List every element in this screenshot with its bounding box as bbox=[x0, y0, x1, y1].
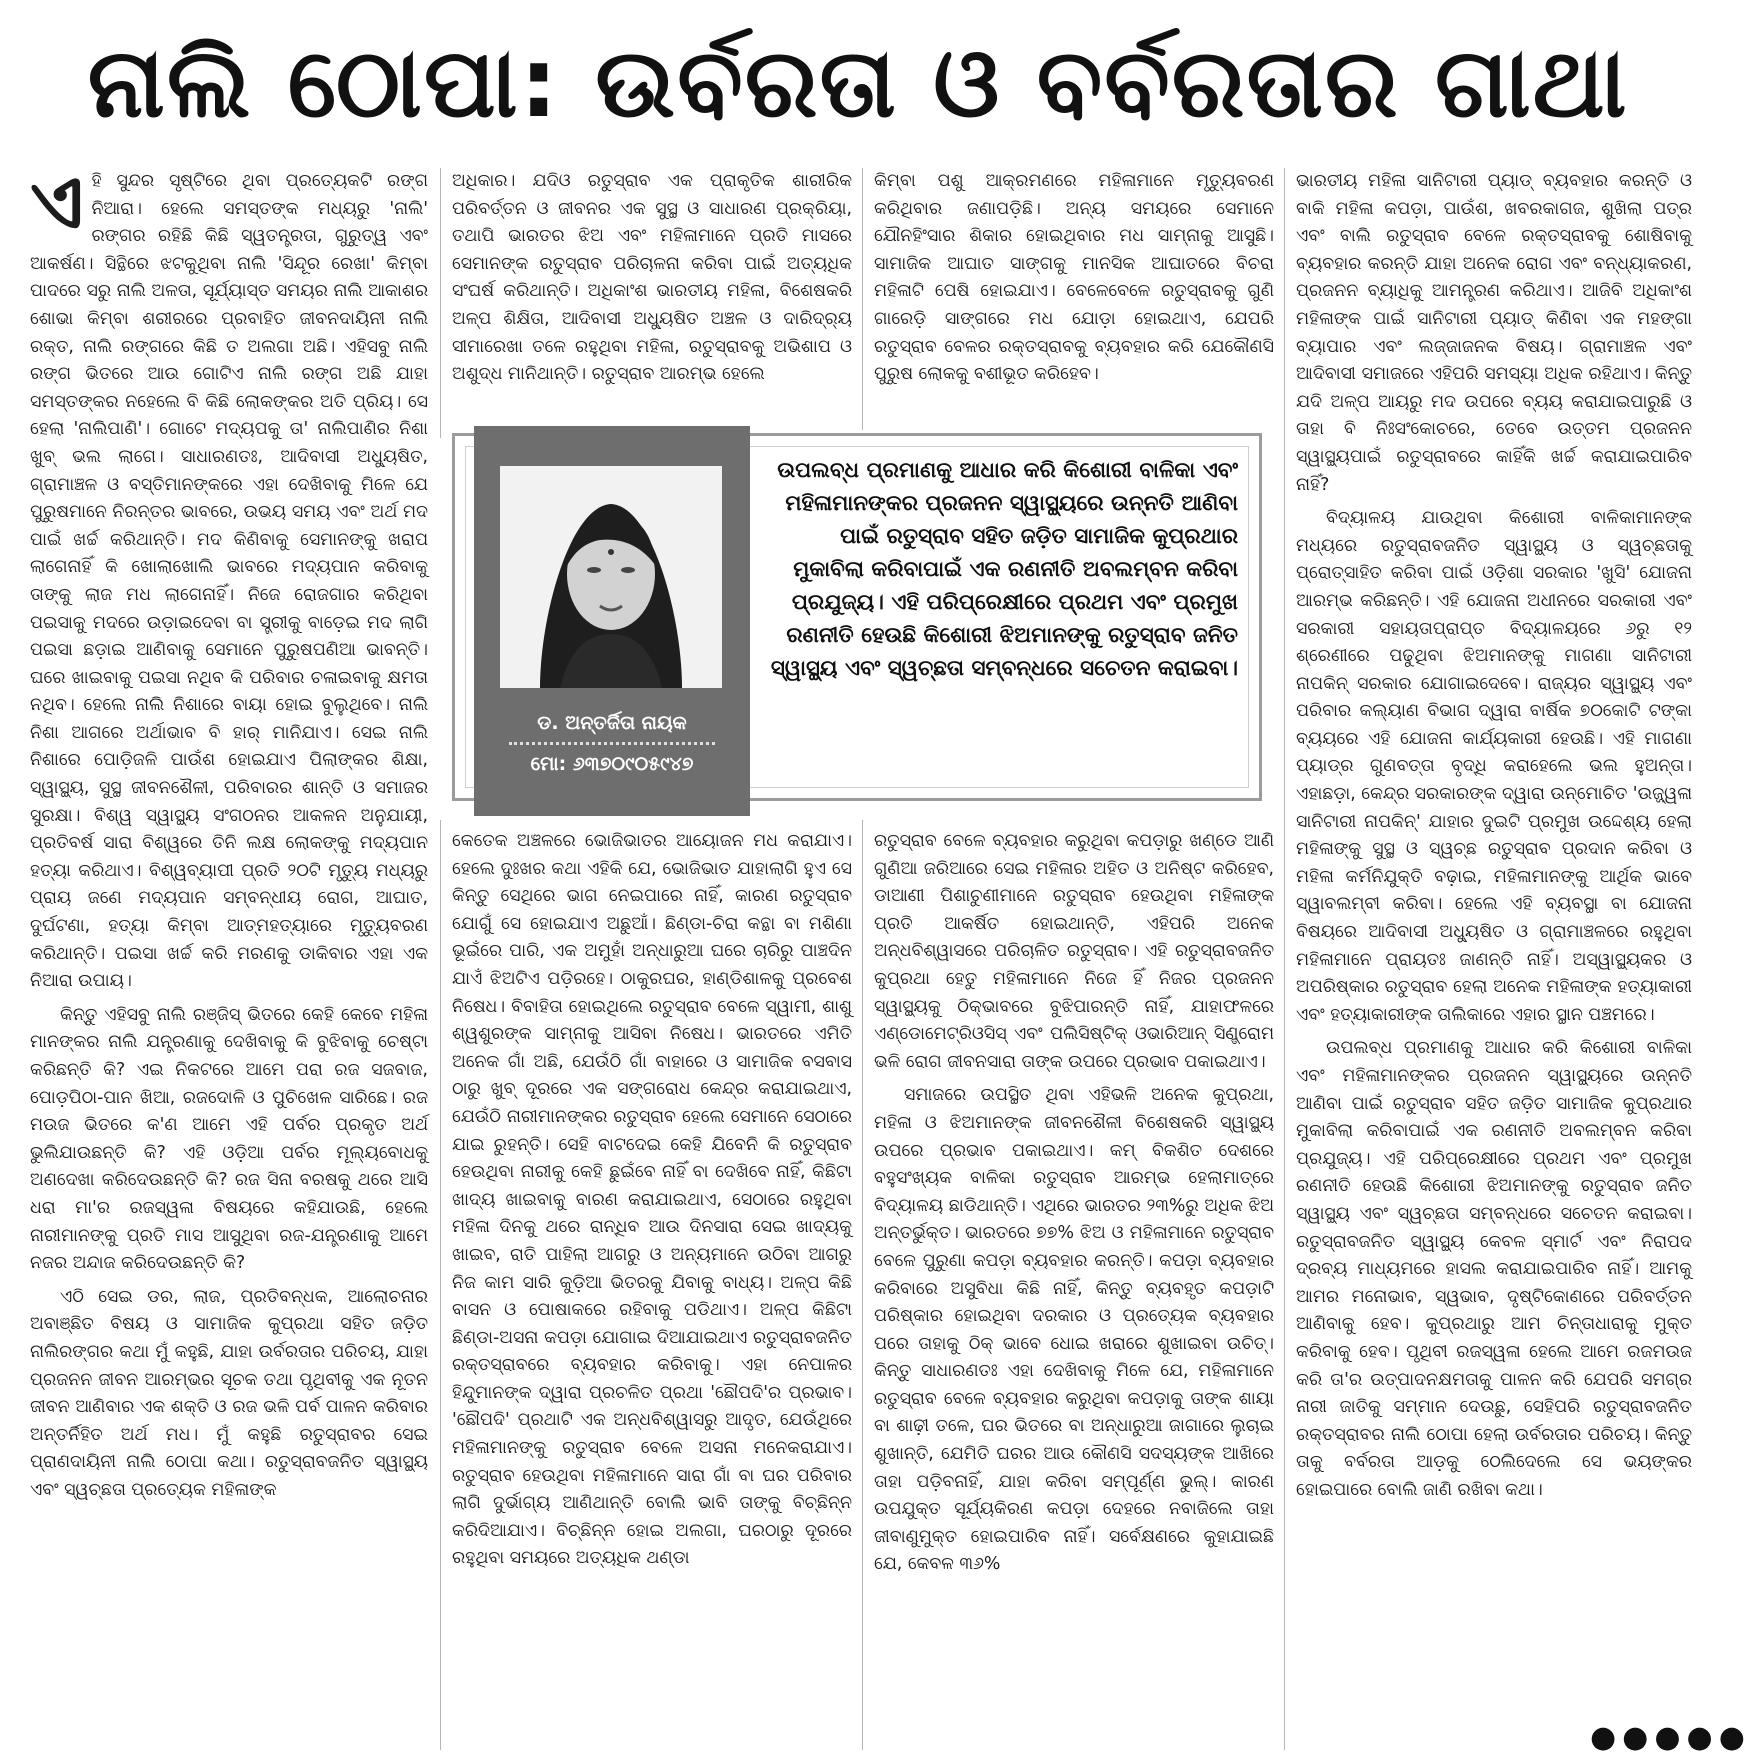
dotted-divider bbox=[509, 742, 715, 745]
column-2-bottom bbox=[452, 828, 852, 1753]
paragraph: ବିଦ୍ୟାଳୟ ଯାଉଥିବା କିଶୋରୀ ବାଳିକାମାନଙ୍କ ମଧ୍ୟରେ ରତୁସ୍ରାବଜନିତ ସ୍ୱାସ୍ଥ୍ୟ ଓ ସ୍ୱଚ୍ଛତାକୁ ପ୍ରୋତ୍ସାହିତ କରିବା ପାଇଁ ଓଡ଼ିଶା ସରକାର 'ଖୁସି' ଯୋଜନା ଆରମ୍ଭ କରିଛନ୍ତି। ଏହି ଯୋଜନା ଅଧୀନରେ ସରକାରୀ ଏବଂ ସରକାରୀ ସହାୟତାପ୍ରାପ୍ତ ବିଦ୍ୟାଳୟରେ ୬ରୁ ୧୨ ଶ୍ରେଣୀରେ ପଢୁଥିବା ଝିଅମାନଙ୍କୁ ମାଗଣା ସାନିଟାରୀ ନାପକିନ୍ ସରକାର ଯୋଗାଇଦେବେ। ରାଜ୍ୟର ସ୍ୱାସ୍ଥ୍ୟ ଏବଂ ପରିବାର କଲ୍ୟାଣ ବିଭାଗ ଦ୍ୱାରା ବାର୍ଷିକ ୭୦କୋଟି ଟଙ୍କା ବ୍ୟୟରେ ଏହି ଯୋଜନା କାର୍ଯ୍ୟକାରୀ ହେଉଛି। ଏହି ମାଗଣା ପ୍ୟାଡ୍ର ଗୁଣବତ୍ତା ବୃଦ୍ଧି କରାହେଲେ ଭଲ ହୁଅନ୍ତା। ଏହାଛଡ଼ା, କେନ୍ଦ୍ର ସରକାରଙ୍କ ଦ୍ୱାରା ଉନ୍ମୋଚିତ 'ଉଜ୍ଜ୍ୱଳା ସାନିଟାରୀ ନାପକିନ୍' ଯାହାର ଦୁଇଟି ପ୍ରମୁଖ ଉଦ୍ଦେଶ୍ୟ ହେଲା ମହିଳାଙ୍କୁ ସୁସ୍ଥ ଓ ସ୍ୱଚ୍ଛ ରତୁସ୍ରାବ ପ୍ରଦାନ କରିବା ଓ ମହିଳା କର୍ମନିଯୁକ୍ତି ବଢ଼ାଇ, ମହିଳାମାନଙ୍କୁ ଆର୍ଥିକ ଭାବେ ସ୍ୱାବଲମ୍ବୀ କରିବା। ହେଲେ ଏହି ବ୍ୟବସ୍ଥା ବା ଯୋଜନା ବିଷୟରେ ଆଦିବାସୀ ଅଧ୍ୟୁଷିତ ଓ ଗ୍ରାମାଞ୍ଚଳରେ ରହୁଥିବା ମହିଳାମାନେ ପ୍ରାୟତଃ ଜାଣନ୍ତି ନାହିଁ। ଅସ୍ୱାସ୍ଥ୍ୟକର ଓ ଅପରିଷ୍କାର ରତୁସ୍ରାବ ହେଲା ଅନେକ ମହିଳାଙ୍କ ହତ୍ୟାକାରୀ ଏବଂ ହତ୍ୟାକାରୀଙ୍କ ତାଲିକାରେ ଏହାର ସ୍ଥାନ ପଞ୍ଚମରେ। bbox=[1296, 508, 1692, 1025]
column-2-top bbox=[452, 168, 852, 420]
drop-cap: ଏ bbox=[30, 156, 84, 245]
paragraph: ଅଧିକାର। ଯଦିଓ ରତୁସ୍ରାବ ଏକ ପ୍ରାକୃତିକ ଶାରୀରିକ ପରିବର୍ତ୍ତନ ଓ ଜୀବନର ଏକ ସୁସ୍ଥ ଓ ସାଧାରଣ ପ୍ରକ୍ରିୟା, ତଥାପି ଭାରତର ଝିଅ ଏବଂ ମହିଳାମାନେ ପ୍ରତି ମାସରେ ସେମାନଙ୍କ ରତୁସ୍ରାବ ପରିଚାଳନା କରିବା ପାଇଁ ଅତ୍ୟଧିକ ସଂଘର୍ଷ କରିଥାନ୍ତି। ଅଧିକାଂଶ ଭାରତୀୟ ମହିଳା, ବିଶେଷକରି ଅଳ୍ପ ଶିକ୍ଷିତା, ଆଦିବାସୀ ଅଧ୍ୟୁଷିତ ଅଞ୍ଚଳ ଓ ଦାରିଦ୍ର୍ୟ ସୀମାରେଖା ତଳେ ରହୁଥିବା ମହିଳା, ରତୁସ୍ରାବକୁ ଅଭିଶାପ ଓ ଅଶୁଦ୍ଧ ମାନିଥାନ୍ତି। ରତୁସ୍ରାବ ଆରମ୍ଭ ହେଲେ bbox=[452, 171, 852, 385]
end-of-article-mark: ●●●●● bbox=[1590, 1720, 1751, 1755]
column-rule bbox=[862, 168, 863, 430]
paragraph: କିମ୍ବା ପଶୁ ଆକ୍ରମଣରେ ମହିଳାମାନେ ମୃତ୍ୟୁବରଣ କରିଥିବାର ଜଣାପଡ଼ିଛି। ଅନ୍ୟ ସମୟରେ ସେମାନେ ଯୌନହିଂସାର ଶିକାର ହୋଇଥିବାର ମଧ ସାମ୍ନାକୁ ଆସୁଛି। ସାମାଜିକ ଆଘାତ ସାଙ୍ଗକୁ ମାନସିକ ଆଘାତରେ ବିଚରା ମହିଳାଟି ପେଷି ହୋଇଯାଏ। ବେଳେବେଳେ ରତୁସ୍ରାବକୁ ଗୁଣି ଗାରେଡ଼ି ସାଙ୍ଗରେ ମଧ ଯୋଡ଼ା ହୋଇଥାଏ, ଯେପରି ରତୁସ୍ରାବ ବେଳର ରକ୍ତସ୍ରାବକୁ ବ୍ୟବହାର କରି ଯେକୌଣସି ପୁରୁଷ ଲୋକକୁ ବଶୀଭୂତ କରିହେବ। bbox=[874, 171, 1274, 385]
paragraph: ଏଠି ସେଇ ଡର, ଲାଜ, ପ୍ରତିବନ୍ଧକ, ଆଲୋଚନାର ଅବାଞ୍ଛିତ ବିଷୟ ଓ ସାମାଜିକ କୁପ୍ରଥା ସହିତ ଜଡ଼ିତ ନାଲିରଙ୍ଗର କଥା ମୁଁ କହୁଛି, ଯାହା ଉର୍ବରତାର ପରିଚୟ, ଯାହା ପ୍ରଜନନ ଜୀବନ ଆରମ୍ଭର ସୂଚକ ତଥା ପୃଥିବୀକୁ ଏକ ନୂତନ ଜୀବନ ଆଣିବାର ଏକ ଶକ୍ତି ଓ ରଜ ଭଳି ପର୍ବ ପାଳନ କରିବାର ଅନ୍ତର୍ନିହିତ ଅର୍ଥ ମଧ। ମୁଁ କହୁଛି ରତୁସ୍ରାବର ସେଇ ପ୍ରାଣଦାୟିନୀ ନାଲି ଠୋପା କଥା। ରତୁସ୍ରାବଜନିତ ସ୍ୱାସ୍ଥ୍ୟ ଏବଂ ସ୍ୱଚ୍ଛତା ପ୍ରତ୍ୟେକ ମହିଳାଙ୍କ bbox=[30, 1286, 428, 1500]
author-name: ଡ. ଅନ୍ତର୍ଜିତା ନାୟକ bbox=[537, 712, 687, 734]
author-phone: ମୋ: ୬୩୭୦୯୦୫୯୪୭ bbox=[530, 753, 694, 775]
paragraph: ରତୁସ୍ରାବ ବେଳେ ବ୍ୟବହାର କରୁଥିବା କପଡ଼ାରୁ ଖଣ୍ଡେ ଆଣି ଗୁଣିଆ ଜରିଆରେ ସେଇ ମହିଳାର ଅହିତ ଓ ଅନିଷ୍ଟ କରିହେବ, ଡାଆଣୀ ପିଶାଚୁଣୀମାନେ ରତୁସ୍ରାବ ହେଉଥିବା ମହିଳାଙ୍କ ପ୍ରତି ଆକର୍ଷିତ ହୋଇଥାନ୍ତି, ଏହିପରି ଅନେକ ଅନ୍ଧବିଶ୍ୱାସରେ ପରିଚାଳିତ ରତୁସ୍ରାବ। ଏହି ରତୁସ୍ରାବଜନିତ କୁପ୍ରଥା ହେତୁ ମହିଳାମାନେ ନିଜେ ହିଁ ନିଜର ପ୍ରଜନନ ସ୍ୱାସ୍ଥ୍ୟକୁ ଠିକ୍ଭାବରେ ବୁଝିପାରନ୍ତି ନାହିଁ, ଯାହାଫଳରେ ଏଣ୍ଡୋମେଟ୍ରିଓସିସ୍ ଏବଂ ପଲିସିଷ୍ଟିକ୍ ଓଭାରିଆନ୍ ସିଣ୍ଡ୍ରୋମ ଭଳି ରୋଗ ଜୀବନସାରା ତାଙ୍କ ଉପରେ ପ୍ରଭାବ ପକାଇଥାଏ। bbox=[874, 831, 1274, 1072]
column-3-bottom bbox=[874, 828, 1274, 1753]
author-photo bbox=[500, 466, 722, 688]
column-rule bbox=[440, 820, 441, 1750]
column-rule bbox=[440, 168, 441, 438]
paragraph: କେତେକ ଅଞ୍ଚଳରେ ଭୋଜିଭାତର ଆୟୋଜନ ମଧ କରାଯାଏ। ହେଲେ ଦୁଃଖର କଥା ଏହିକି ଯେ, ଭୋଜିଭାତ ଯାହାଲାଗି ହୁଏ ସେ କିନ୍ତୁ ସେଥିରେ ଭାଗ ନେଇପାରେ ନାହିଁ, କାରଣ ରତୁସ୍ରାବ ଯୋଗୁଁ ସେ ହୋଇଯାଏ ଅଛୁଆଁ। ଛିଣ୍ଡା-ଚିରା କନ୍ଥା ବା ମଶିଣା ଭୂଇଁରେ ପାରି, ଏକ ଅମୁହାଁ ଅନ୍ଧାରୁଆ ଘରେ ଚାରିରୁ ପାଞ୍ଚଦିନ ଯାଏଁ ଝିଅଟିଏ ପଡ଼ିରହେ। ଠାକୁରଘର, ହାଣ୍ଡିଶାଳକୁ ପ୍ରବେଶ ନିଷେଧ। ବିବାହିତା ହୋଇଥିଲେ ରତୁସ୍ରାବ ବେଳେ ସ୍ୱାମୀ, ଶାଶୁ ଶ୍ୱଶୁରଙ୍କ ସାମ୍ନାକୁ ଆସିବା ନିଷେଧ। ଭାରତରେ ଏମିତି ଅନେକ ଗାଁ ଅଛି, ଯେଉଁଠି ଗାଁ ବାହାରେ ଓ ସାମାଜିକ ବସବାସ ଠାରୁ ଖୁବ୍ ଦୂରରେ ଏକ ସଙ୍ଗରୋଧ କେନ୍ଦ୍ର କରାଯାଇଥାଏ, ଯେଉଁଠି ନାରୀମାନଙ୍କର ରତୁସ୍ରାବ ହେଲେ ସେମାନେ ସେଠାରେ ଯାଇ ରୁହନ୍ତି। ସେହି ବାଟଦେଇ କେହି ଯିବେନି କି ରତୁସ୍ରାବ ହେଉଥିବା ନାରୀକୁ କେହି ଛୁଇଁବେ ନାହିଁ ବା ଦେଖିବେ ନାହିଁ, କିଛିଟା ଖାଦ୍ୟ ଖାଇବାକୁ ବାରଣ କରାଯାଇଥାଏ, ସେଠାରେ ରହୁଥିବା ମହିଳା ଦିନକୁ ଥରେ ରାନ୍ଧିବ ଆଉ ଦିନସାରା ସେଇ ଖାଦ୍ୟକୁ ଖାଇବ, ରାତି ପାହିଲା ଆଗରୁ ଓ ଅନ୍ୟମାନେ ଉଠିବା ଆଗରୁ ନିଜ କାମ ସାରି କୁଡ଼ିଆ ଭିତରକୁ ଯିବାକୁ ବାଧ୍ୟ। ଅଳ୍ପ କିଛି ବାସନ ଓ ପୋଷାକରେ ରହିବାକୁ ପଡିଥାଏ। ଅଳ୍ପ କିଛିଟା ଛିଣ୍ଡା-ଅସନା କପଡ଼ା ଯୋଗାଇ ଦିଆଯାଇଥାଏ ରତୁସ୍ରାବଜନିତ ରକ୍ତସ୍ରାବରେ ବ୍ୟବହାର କରିବାକୁ। ଏହା ନେପାଳର ହିନ୍ଦୁମାନଙ୍କ ଦ୍ୱାରା ପ୍ରଚଳିତ ପ୍ରଥା 'ଛୌପଦି'ର ପ୍ରଭାବ। 'ଛୌପଦି' ପ୍ରଥାଟି ଏକ ଅନ୍ଧବିଶ୍ୱାସରୁ ଆଦୃତ, ଯେଉଁଥିରେ ମହିଳାମାନଙ୍କୁ ରତୁସ୍ରାବ ବେଳେ ଅସନା ମନେକରାଯାଏ। ରତୁସ୍ରାବ ହେଉଥିବା ମହିଳାମାନେ ସାରା ଗାଁ ବା ଘର ପରିବାର ଲାଗି ଦୁର୍ଭାଗ୍ୟ ଆଣିଥାନ୍ତି ବୋଲି ଭାବି ତାଙ୍କୁ ବିଚ୍ଛିନ୍ନ କରିଦିଆଯାଏ। ବିଚ୍ଛିନ୍ନ ହୋଇ ଅଲଗା, ଘରଠାରୁ ଦୂରରେ ରହୁଥିବା ସମୟରେ ଅତ୍ୟଧିକ ଥଣ୍ଡା bbox=[452, 831, 852, 1569]
column-1 bbox=[30, 156, 428, 1753]
column-3-top bbox=[874, 168, 1274, 420]
paragraph: କିନ୍ତୁ ଏହିସବୁ ନାଲି ରଞ୍ଜିସ୍ ଭିତରେ କେହି କେବେ ମହିଳା ମାନଙ୍କର ନାଲି ଯନ୍ତ୍ରଣାକୁ ଦେଖିବାକୁ କି ବୁଝିବାକୁ ଚେଷ୍ଟା କରିଛନ୍ତି କି? ଏଇ ନିକଟରେ ଆମେ ପରା ରଜ ସଜବାଜ, ପୋଡ଼ପିଠା-ପାନ ଖିଆ, ରଜଦୋଳି ଓ ପୁଚିଖେଳ ସାରିଛେ। ରଜ ମଉଜ ଭିତରେ କ'ଣ ଆମେ ଏହି ପର୍ବର ପ୍ରକୃତ ଅର୍ଥ ଭୁଲିଯାଉଛନ୍ତି କି? ଏହି ଓଡ଼ିଆ ପର୍ବର ମୂଲ୍ୟବୋଧକୁ ଅଣଦେଖା କରିଦେଉଛନ୍ତି କି? ରଜ ସିନା ବରଷକୁ ଥରେ ଆସି ଧରା ମା'ର ରଜସ୍ୱଳା ବିଷୟରେ କହିଯାଉଛି, ହେଲେ ନାରୀମାନଙ୍କୁ ପ୍ରତି ମାସ ଆସୁଥିବା ରଜ-ଯନ୍ତ୍ରଣାକୁ ଆମେ ନଜର ଅନ୍ଦାଜ କରିଦେଉଛନ୍ତି କି? bbox=[30, 1004, 428, 1274]
paragraph: ଭାରତୀୟ ମହିଳା ସାନିଟାରୀ ପ୍ୟାଡ୍ ବ୍ୟବହାର କରନ୍ତି ଓ ବାକି ମହିଳା କପଡ଼ା, ପାଉଁଶ, ଖବରକାଗଜ, ଶୁଖିଲା ପତ୍ର ଏବଂ ବାଲି ରତୁସ୍ରାବ ବେଳେ ରକ୍ତସ୍ରାବକୁ ଶୋଷିବାକୁ ବ୍ୟବହାର କରନ୍ତି ଯାହା ଅନେକ ରୋଗ ଏବଂ ବନ୍ଧ୍ୟାକରଣ, ପ୍ରଜନନ ବ୍ୟାଧିକୁ ଆମନ୍ତ୍ରଣ କରିଥାଏ। ଆଜିବି ଅଧିକାଂଶ ମହିଳାଙ୍କ ପାଇଁ ସାନିଟାରୀ ପ୍ୟାଡ୍ କିଣିବା ଏକ ମହଙ୍ଗା ବ୍ୟାପାର ଏବଂ ଲଜ୍ଜାଜନକ ବିଷୟ। ଗ୍ରାମାଞ୍ଚଳ ଏବଂ ଆଦିବାସୀ ସମାଜରେ ଏହିପରି ସମସ୍ୟା ଅଧିକ ରହିଥାଏ। କିନ୍ତୁ ଯଦି ଅଳ୍ପ ଆୟରୁ ମଦ ଉପରେ ବ୍ୟୟ କରାଯାଇପାରୁଛି ଓ ତାହା ବି ନିଃସଂକୋଚରେ, ତେବେ ଉତ୍ତମ ପ୍ରଜନନ ସ୍ୱାସ୍ଥ୍ୟପାଇଁ ରତୁସ୍ରାବରେ କାହିଁକି ଖର୍ଚ୍ଚ କରାଯାଇପାରିବ ନାହିଁ? bbox=[1296, 171, 1692, 495]
paragraph: ଉପଲବ୍ଧ ପ୍ରମାଣକୁ ଆଧାର କରି କିଶୋରୀ ବାଳିକା ଏବଂ ମହିଳାମାନଙ୍କର ପ୍ରଜନନ ସ୍ୱାସ୍ଥ୍ୟରେ ଉନ୍ନତି ଆଣିବା ପାଇଁ ରତୁସ୍ରାବ ସହିତ ଜଡ଼ିତ ସାମାଜିକ କୁପ୍ରଥାର ମୁକାବିଲା କରିବାପାଇଁ ଏକ ରଣନୀତି ଅବଲମ୍ବନ କରିବା ପ୍ରଯୁଜ୍ୟ। ଏହି ପରିପ୍ରେକ୍ଷୀରେ ପ୍ରଥମ ଏବଂ ପ୍ରମୁଖ ରଣନୀତି ହେଉଛି କିଶୋରୀ ଝିଅମାନଙ୍କୁ ରତୁସ୍ରାବ ଜନିତ ସ୍ୱାସ୍ଥ୍ୟ ଏବଂ ସ୍ୱଚ୍ଛତା ସମ୍ବନ୍ଧରେ ସଚେତନ କରାଇବା। ରତୁସ୍ରାବଜନିତ ସ୍ୱାସ୍ଥ୍ୟ କେବଳ ସ୍ମାର୍ଟ ଏବଂ ନିରାପଦ ଦ୍ରବ୍ୟ ମାଧ୍ୟମରେ ହାସଲ କରାଯାଇପାରିବ ନାହିଁ। ଆମକୁ ଆମର ମନୋଭାବ, ସ୍ୱଭାବ, ଦୃଷ୍ଟିକୋଣରେ ପରିବର୍ତ୍ତନ ଆଣିବାକୁ ହେବ। କୁପ୍ରଥାରୁ ଆମ ଚିନ୍ତାଧାରାକୁ ମୁକ୍ତ କରିବାକୁ ହେବ। ପୃଥିବୀ ରଜସ୍ୱଳା ହେଲେ ଆମେ ରଜମଉଜ କରି ତା'ର ଉତ୍ପାଦନକ୍ଷମତାକୁ ପାଳନ କରି ଯେପରି ସମଗ୍ର ନାରୀ ଜାତିକୁ ସମ୍ମାନ ଦେଉଛୁ, ସେହିପରି ରତୁସ୍ରାବଜନିତ ରକ୍ତସ୍ରାବର ନାଲି ଠୋପା ହେଲା ଉର୍ବରତାର ପରିଚୟ। କିନ୍ତୁ ତାକୁ ବର୍ବରତା ଆଡ଼କୁ ଠେଲିଦେଲେ ସେ ଭୟଙ୍କର ହୋଇପାରେ ବୋଲି ଜାଣି ରଖିବା କଥା। bbox=[1296, 1038, 1692, 1500]
pull-quote-text: ଉପଲବ୍ଧ ପ୍ରମାଣକୁ ଆଧାର କରି କିଶୋରୀ ବାଳିକା ଏବଂ ମହିଳାମାନଙ୍କର ପ୍ରଜନନ ସ୍ୱାସ୍ଥ୍ୟରେ ଉନ୍ନତି ଆଣିବା ପାଇଁ ରତୁସ୍ରାବ ସହିତ ଜଡ଼ିତ ସାମାଜିକ କୁପ୍ରଥାର ମୁକାବିଲା କରିବାପାଇଁ ଏକ ରଣନୀତି ଅବଲମ୍ବନ କରିବା ପ୍ରଯୁଜ୍ୟ। ଏହି ପରିପ୍ରେକ୍ଷୀରେ ପ୍ରଥମ ଏବଂ ପ୍ରମୁଖ ରଣନୀତି ହେଉଛି କିଶୋରୀ ଝିଅମାନଙ୍କୁ ରତୁସ୍ରାବ ଜନିତ ସ୍ୱାସ୍ଥ୍ୟ ଏବଂ ସ୍ୱଚ୍ଛତା ସମ୍ବନ୍ଧରେ ସଚେତନ କରାଇବା। bbox=[770, 458, 1238, 681]
column-4 bbox=[1296, 168, 1692, 1716]
column-rule bbox=[862, 820, 863, 1750]
paragraph: ସମାଜରେ ଉପସ୍ଥିତ ଥିବା ଏହିଭଳି ଅନେକ କୁପ୍ରଥା, ମହିଳା ଓ ଝିଅମାନଙ୍କ ଜୀବନଶୈଳୀ ବିଶେଷକରି ସ୍ୱାସ୍ଥ୍ୟ ଉପରେ ପ୍ରଭାବ ପକାଇଥାଏ। କମ୍ ବିକଶିତ ଦେଶରେ ବହୁସଂଖ୍ୟକ ବାଳିକା ରତୁସ୍ରାବ ଆରମ୍ଭ ହେଲାମାତ୍ରେ ବିଦ୍ୟାଳୟ ଛାଡିଥାନ୍ତି। ଏଥିରେ ଭାରତର ୨୩%ରୁ ଅଧିକ ଝିଅ ଅନ୍ତର୍ଭୁକ୍ତ। ଭାରତରେ ୭୭% ଝିଅ ଓ ମହିଳାମାନେ ରତୁସ୍ରାବ ବେଳେ ପୁରୁଣା କପଡ଼ା ବ୍ୟବହାର କରନ୍ତି। କପଡ଼ା ବ୍ୟବହାର କରିବାରେ ଅସୁବିଧା କିଛି ନାହିଁ, କିନ୍ତୁ ବ୍ୟବହୃତ କପଡ଼ାଟି ପରିଷ୍କାର ହୋଇଥିବା ଦରକାର ଓ ପ୍ରତ୍ୟେକ ବ୍ୟବହାର ପରେ ତାହାକୁ ଠିକ୍ ଭାବେ ଧୋଇ ଖରାରେ ଶୁଖାଇବା ଉଚିତ୍। କିନ୍ତୁ ସାଧାରଣତଃ ଏହା ଦେଖିବାକୁ ମିଳେ ଯେ, ମହିଳାମାନେ ରତୁସ୍ରାବ ବେଳେ ବ୍ୟବହାର କରୁଥିବା କପଡ଼ାକୁ ତାଙ୍କ ଶାୟା ବା ଶାଢ଼ୀ ତଳେ, ଘର ଭିତରେ ବା ଅନ୍ଧାରୁଆ ଜାଗାରେ ଲୁଚାଇ ଶୁଖାନ୍ତି, ଯେମିତି ଘରର ଆଉ କୌଣସି ସଦସ୍ୟଙ୍କ ଆଖିରେ ତାହା ପଡ଼ିବନାହିଁ, ଯାହା କରିବା ସମ୍ପୂର୍ଣ୍ଣ ଭୁଲ୍। କାରଣ ଉପଯୁକ୍ତ ସୂର୍ଯ୍ୟକିରଣ କପଡ଼ା ଦେହରେ ନବାଜିଲେ ତାହା ଜୀବାଣୁମୁକ୍ତ ହୋଇପାରିବ ନାହିଁ। ସର୍ବେକ୍ଷଣରେ କୁହାଯାଇଛି ଯେ, କେବଳ ୩୬% bbox=[874, 1085, 1274, 1575]
paragraph: ଏହି ସୁନ୍ଦର ସୃଷ୍ଟିରେ ଥିବା ପ୍ରତ୍ୟେକଟି ରଙ୍ଗ ନିଆରା। ହେଲେ ସମସ୍ତଙ୍କ ମଧ୍ୟରୁ 'ନାଲି' ରଙ୍ଗର ରହିଛି କିଛି ସ୍ୱତନ୍ତ୍ରତା, ଗୁରୁତ୍ୱ ଏବଂ ଆକର୍ଷଣ। ସିନ୍ଥିରେ ଝଟକୁଥିବା ନାଲି 'ସିନ୍ଦୂର ରେଖା' କିମ୍ବା ପାଦରେ ସରୁ ନାଲି ଅଳତା, ସୂର୍ଯ୍ୟାସ୍ତ ସମୟର ନାଲି ଆକାଶର ଶୋଭା କିମ୍ବା ଶରୀରରେ ପ୍ରବାହିତ ଜୀବନଦାୟିନୀ ନାଲି ରକ୍ତ, ନାଲି ରଙ୍ଗରେ କିଛି ତ ଅଲଗା ଅଛି। ଏହିସବୁ ନାଲି ରଙ୍ଗ ଭିତରେ ଆଉ ଗୋଟିଏ ନାଲି ରଙ୍ଗ ଅଛି ଯାହା ସମସ୍ତଙ୍କର ନହେଲେ ବି କିଛି ଲୋକଙ୍କର ଅତି ପ୍ରିୟ। ସେ ହେଲା 'ନାଲିପାଣି'। ଗୋଟେ ମଦ୍ୟପକୁ ତା' ନାଲିପାଣିର ନିଶା ଖୁବ୍ ଭଲ ଲାଗେ। ସାଧାରଣତଃ, ଆଦିବାସୀ ଅଧ୍ୟୁଷିତ, ଗ୍ରାମାଞ୍ଚଳ ଓ ବସ୍ତିମାନଙ୍କରେ ଏହା ଦେଖିବାକୁ ମିଳେ ଯେ ପୁରୁଷମାନେ ନିରନ୍ତର ଭାବରେ, ଉଭୟ ସମୟ ଏବଂ ଅର୍ଥ ମଦ ପାଇଁ ଖର୍ଚ୍ଚ କରିଥାନ୍ତି। ମଦ କିଣିବାକୁ ସେମାନଙ୍କୁ ଖରାପ ଲାଗେନାହିଁ କି ଖୋଲାଖୋଲି ଭାବରେ ମଦ୍ୟପାନ କରିବାକୁ ତାଙ୍କୁ ଲାଜ ମଧ ଲାଗେନାହିଁ। ନିଜେ ରୋଜଗାର କରିଥିବା ପଇସାକୁ ମଦରେ ଉଡ଼ାଇଦେବା ବା ସ୍ତ୍ରୀକୁ ବାଡ଼େଇ ମଦ ଲାଗି ପଇସା ଛଡ଼ାଇ ଆଣିବାକୁ ସେମାନେ ପୁରୁଷପଣିଆ ଭାବନ୍ତି। ଘରେ ଖାଇବାକୁ ପଇସା ନଥିବ କି ପରିବାର ଚଳାଇବାକୁ କ୍ଷମତା ନଥିବ। ହେଲେ ନାଲି ନିଶାରେ ବାୟା ହୋଇ ବୁଲୁଥିବେ। ନାଲି ନିଶା ଆଗରେ ଅର୍ଥାଭାବ ବି ହାର୍ ମାନିଯାଏ। ସେଇ ନାଲି ନିଶାରେ ପୋଡ଼ିଜଳି ପାଉଁଶ ହୋଇଯାଏ ପିଲାଙ୍କର ଶିକ୍ଷା, ସ୍ୱାସ୍ଥ୍ୟ, ସୁସ୍ଥ ଜୀବନଶୈଳୀ, ପରିବାରର ଶାନ୍ତି ଓ ସମାଜର ସୁରକ୍ଷା। ବିଶ୍ୱ ସ୍ୱାସ୍ଥ୍ୟ ସଂଗଠନର ଆକଳନ ଅନୁଯାୟୀ, ପ୍ରତିବର୍ଷ ସାରା ବିଶ୍ୱରେ ତିନି ଲକ୍ଷ ଲୋକଙ୍କୁ ମଦ୍ୟପାନ ହତ୍ୟା କରିଥାଏ। ବିଶ୍ୱବ୍ୟାପୀ ପ୍ରତି ୨୦ଟି ମୃତ୍ୟୁ ମଧ୍ୟରୁ ପ୍ରାୟ ଜଣେ ମଦ୍ୟପାନ ସମ୍ବନ୍ଧୀୟ ରୋଗ, ଆଘାତ, ଦୁର୍ଘଟଣା, ହତ୍ୟା କିମ୍ବା ଆତ୍ମହତ୍ୟାରେ ମୃତ୍ୟୁବରଣ କରିଥାନ୍ତି। ପଇସା ଖର୍ଚ୍ଚ କରି ମରଣକୁ ଡାକିବାର ଏହା ଏକ ନିଆରା ଉପାୟ। bbox=[30, 156, 428, 992]
column-rule bbox=[1284, 168, 1285, 1750]
author-credit bbox=[474, 712, 750, 775]
headline: ନାଲି ଠୋପା: ଉର୍ବରତା ଓ ବର୍ବରତାର ଗାଥା bbox=[87, 27, 1629, 139]
